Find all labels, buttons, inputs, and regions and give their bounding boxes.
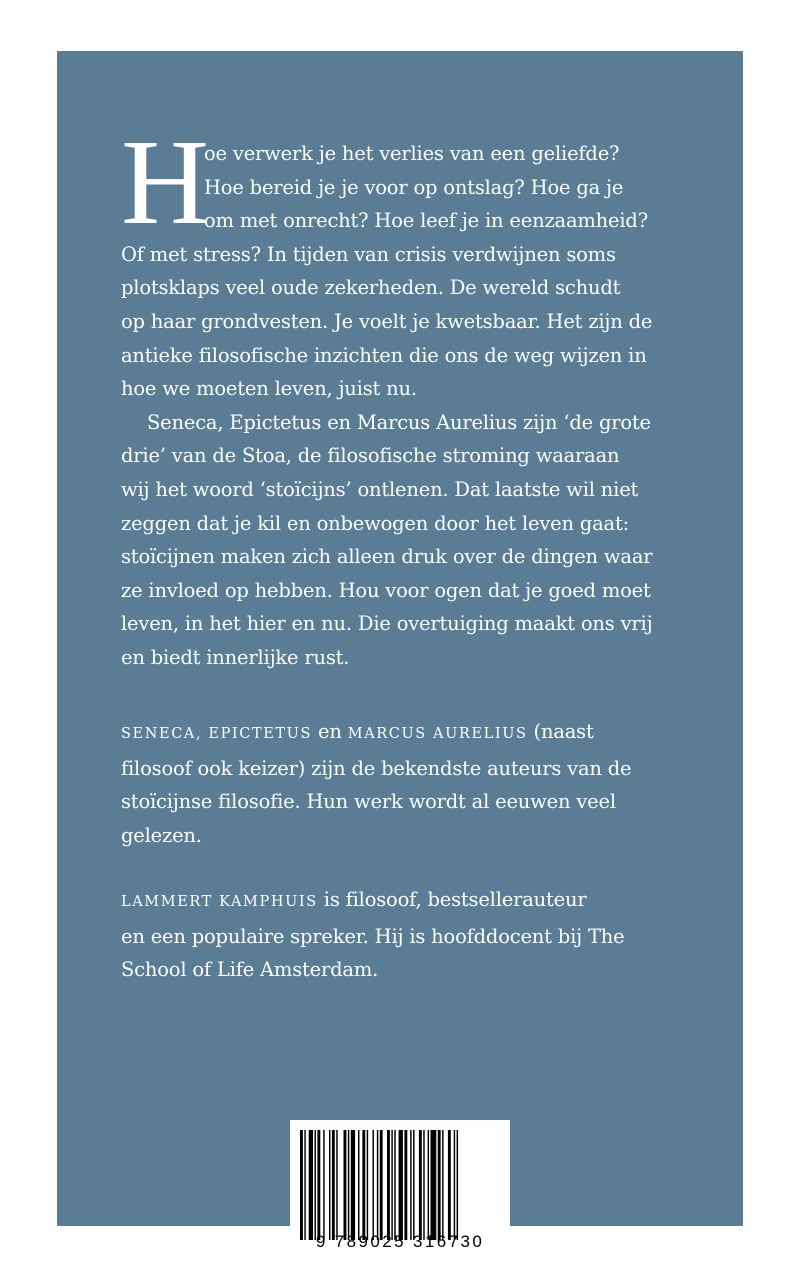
conjunction: en xyxy=(312,720,348,743)
authors-bio-line: filosoof ook keizer) zijn de bekendste auteurs van de xyxy=(121,756,632,780)
barcode-bar xyxy=(351,1130,355,1240)
barcode-bar xyxy=(336,1130,337,1240)
barcode-bar xyxy=(323,1130,324,1240)
intro-line: Of met stress? In tijden van crisis verdwijnen soms xyxy=(121,242,616,266)
barcode-bar xyxy=(317,1130,320,1240)
authors-bio xyxy=(121,715,701,852)
barcode-bar xyxy=(309,1130,313,1240)
barcode-bar xyxy=(454,1130,455,1240)
barcode-bar xyxy=(300,1130,303,1240)
authors-bio-line xyxy=(121,715,701,752)
isbn-digits: 9 789025 316730 xyxy=(315,1232,485,1251)
barcode-bar xyxy=(348,1130,349,1240)
intro-line: antieke filosofische inzichten die ons de weg wijzen in xyxy=(121,343,647,367)
barcode-bar xyxy=(394,1130,395,1240)
barcode-bar xyxy=(332,1130,335,1240)
barcode-bar xyxy=(410,1130,411,1240)
kamphuis-bio-line: en een populaire spreker. Hij is hoofddocent bij The xyxy=(121,924,625,948)
isbn-barcode-box xyxy=(290,1120,510,1260)
intro-line: stoïcijnen maken zich alleen druk over de dingen waar xyxy=(121,545,653,569)
barcode-bar xyxy=(367,1130,368,1240)
intro-line: zeggen dat je kil en onbewogen door het leven gaat: xyxy=(121,511,629,535)
drop-cap: H xyxy=(121,115,210,250)
intro-line: leven, in het hier en nu. Die overtuiging maakt ons vrij xyxy=(121,612,653,636)
comma-separator: , xyxy=(195,726,209,742)
author-seneca: SENECA xyxy=(121,726,196,742)
barcode-bar xyxy=(438,1130,441,1240)
barcode-bar xyxy=(413,1130,414,1240)
barcode-bar xyxy=(404,1130,407,1240)
barcode-bar xyxy=(428,1130,429,1240)
authors-bio-rest: (naast xyxy=(527,720,594,743)
intro-text xyxy=(121,137,701,675)
barcode-bar xyxy=(377,1130,378,1240)
intro-line: en biedt innerlijke rust. xyxy=(121,645,350,669)
barcode-bar xyxy=(362,1130,365,1240)
intro-line: wij het woord ‘stoïcijns’ ontlenen. Dat laatste wil niet xyxy=(121,477,639,501)
barcode-bar xyxy=(329,1130,330,1240)
intro-line: op haar grondvesten. Je voelt je kwetsbaar. Het zijn de xyxy=(121,309,653,333)
barcode-bar xyxy=(373,1130,374,1240)
barcode-bar xyxy=(315,1130,316,1240)
barcode-bar xyxy=(358,1130,359,1240)
barcode-bar xyxy=(344,1130,347,1240)
author-lammert-kamphuis: LAMMERT KAMPHUIS xyxy=(121,894,318,910)
barcode-graphic xyxy=(298,1130,502,1240)
intro-line: hoe we moeten leven, juist nu. xyxy=(121,377,417,401)
barcode-bar xyxy=(457,1130,458,1240)
barcode-bar xyxy=(448,1130,451,1240)
intro-line: oe verwerk je het verlies van een geliefde? xyxy=(204,142,620,165)
intro-line: Seneca, Epictetus en Marcus Aurelius zijn ‘de grote xyxy=(147,410,651,434)
barcode-bar xyxy=(399,1130,403,1240)
barcode-bar xyxy=(423,1130,424,1240)
intro-line: om met onrecht? Hoe leef je in eenzaamheid? xyxy=(204,209,648,233)
intro-line: Hoe bereid je je voor op ontslag? Hoe ga je xyxy=(204,175,624,199)
author-epictetus: EPICTETUS xyxy=(208,726,313,742)
kamphuis-bio-rest: is filosoof, bestsellerauteur xyxy=(317,888,587,911)
author-marcus-aurelius: MARCUS AURELIUS xyxy=(347,726,528,742)
intro-line: plotsklaps veel oude zekerheden. De wereld schudt xyxy=(121,276,621,300)
barcode-bar xyxy=(387,1130,390,1240)
barcode-bar xyxy=(442,1130,443,1240)
barcode-bar xyxy=(419,1130,422,1240)
intro-line: drie’ van de Stoa, de filosofische stroming waaraan xyxy=(121,444,620,468)
barcode-bar xyxy=(304,1130,305,1240)
kamphuis-bio xyxy=(121,883,701,987)
barcode-bar xyxy=(380,1130,383,1240)
authors-bio-line: gelezen. xyxy=(121,823,202,847)
kamphuis-bio-line xyxy=(121,883,701,920)
barcode-bar xyxy=(391,1130,392,1240)
kamphuis-bio-line: School of Life Amsterdam. xyxy=(121,958,379,982)
authors-bio-line: stoïcijnse filosofie. Hun werk wordt al eeuwen veel xyxy=(121,790,616,814)
barcode-bar xyxy=(431,1130,437,1240)
intro-line: ze invloed op hebben. Hou voor ogen dat je goed moet xyxy=(121,578,651,602)
